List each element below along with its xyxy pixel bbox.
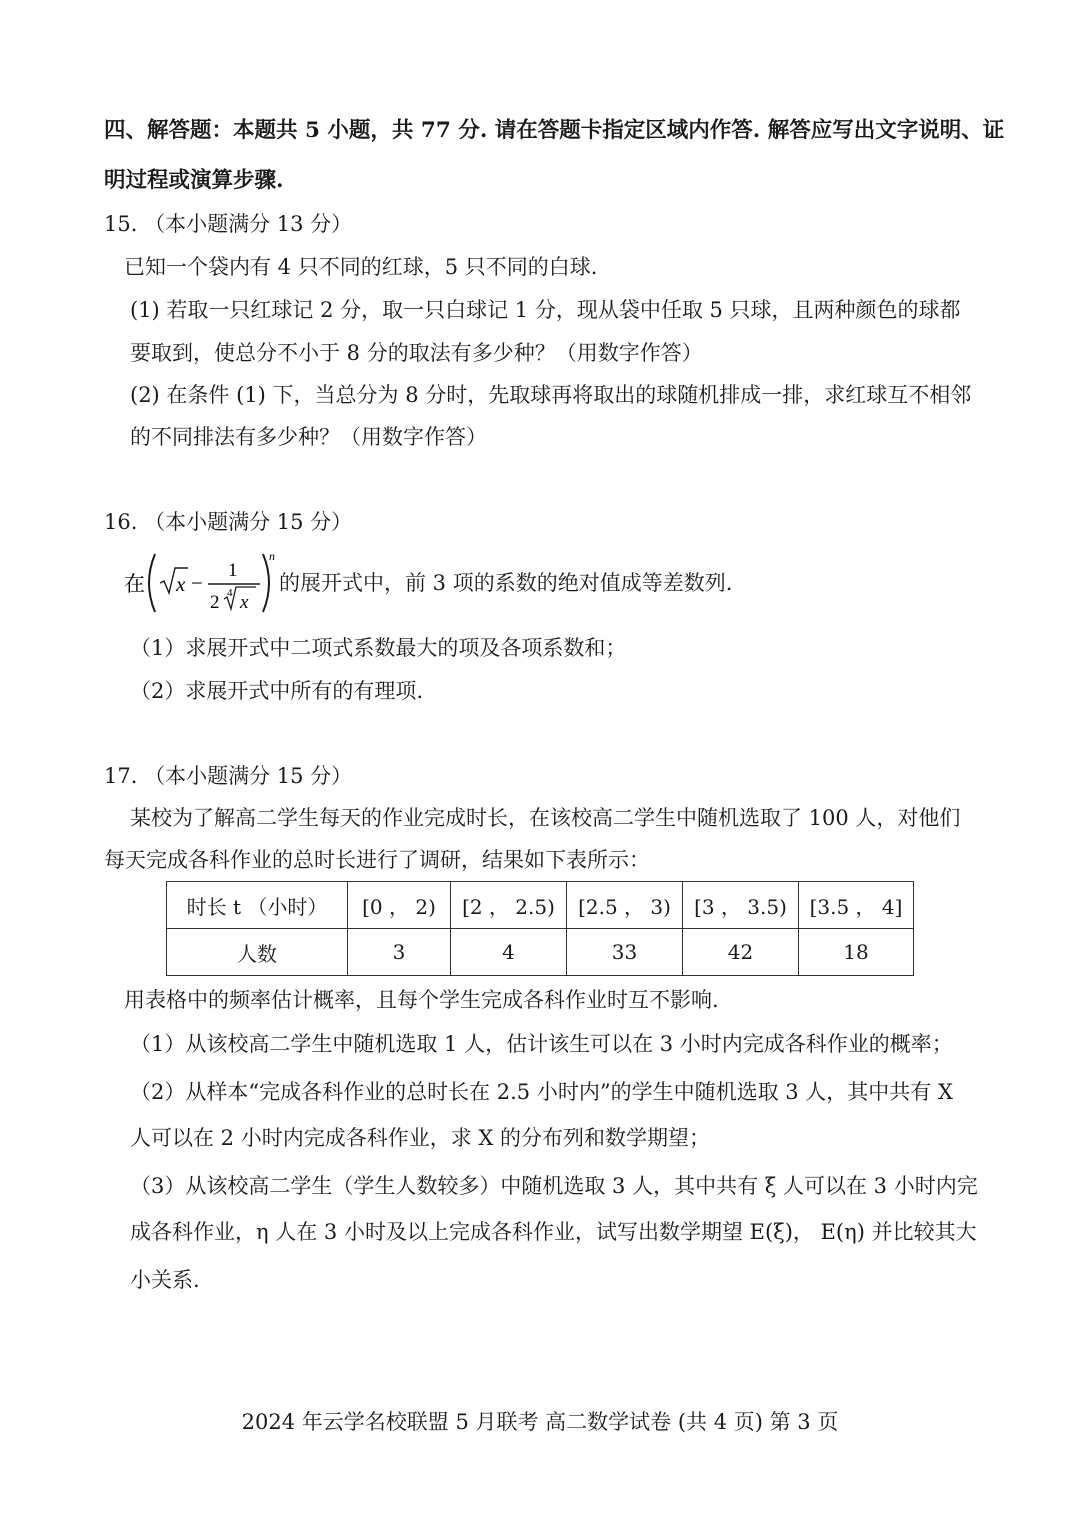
table-cell: [3.5 ， 4] (799, 882, 914, 929)
q15-part1-line1: (1) 若取一只红球记 2 分，取一只白球记 1 分，现从袋中任取 5 只球，且两种颜色的球都 (130, 298, 961, 322)
duration-table (166, 881, 914, 976)
table-row (167, 929, 914, 976)
q17-part3-line2: 成各科作业，η 人在 3 小时及以上完成各科作业，试写出数学期望 E(ξ)， E(η) 并比较其大 (130, 1220, 977, 1244)
table-cell: 4 (451, 929, 567, 976)
q15-part1-line2: 要取到，使总分不小于 8 分的取法有多少种？（用数字作答） (130, 341, 703, 365)
left-paren (149, 554, 155, 612)
table-cell: 42 (683, 929, 799, 976)
q17-part3-line3: 小关系. (130, 1268, 200, 1292)
q17-stem-line1: 某校为了解高二学生每天的作业完成时长，在该校高二学生中随机选取了 100 人，对他们 (130, 806, 961, 830)
q16-part2: （2）求展开式中所有的有理项. (130, 679, 424, 703)
q16-formula (124, 546, 784, 620)
table-cell: [0 ， 2) (348, 882, 451, 929)
q15-stem: 已知一个袋内有 4 只不同的红球，5 只不同的白球. (124, 255, 598, 279)
formula-x-2: x (240, 592, 249, 613)
table-cell: [2 ， 2.5) (451, 882, 567, 929)
formula-suffix: 的展开式中，前 3 项的系数的绝对值成等差数列. (279, 571, 733, 595)
page-footer: 2024 年云学名校联盟 5 月联考 高二数学试卷 (共 4 页) 第 3 页 (241, 1410, 839, 1434)
fraction-numerator: 1 (228, 560, 238, 581)
table-cell: [3 ， 3.5) (683, 882, 799, 929)
table-cell: 33 (567, 929, 683, 976)
q15-part2-line1: (2) 在条件 (1) 下，当总分为 8 分时，先取球再将取出的球随机排成一排，求红球互不相邻 (130, 383, 972, 407)
q17-part2-line1: （2）从样本“完成各科作业的总时长在 2.5 小时内”的学生中随机选取 3 人，其中共有 X (130, 1080, 953, 1104)
binomial-expression (124, 546, 284, 620)
formula-exponent: n (269, 549, 275, 563)
table-row (167, 882, 914, 929)
formula-x: x (176, 572, 186, 596)
formula-prefix: 在 (124, 572, 145, 596)
q17-part3-line1: （3）从该校高二学生（学生人数较多）中随机选取 3 人，其中共有 ξ 人可以在 3 小时内完 (130, 1174, 978, 1198)
table-cell: 时长 t （小时） (167, 882, 348, 929)
q16-part1: （1）求展开式中二项式系数最大的项及各项系数和； (130, 636, 627, 660)
minus-sign: − (191, 571, 203, 595)
table-cell: [2.5 ， 3) (567, 882, 683, 929)
q16-header: 16. （本小题满分 15 分） (104, 510, 353, 534)
q17-header: 17. （本小题满分 15 分） (104, 764, 353, 788)
section-heading-line2: 明过程或演算步骤. (104, 168, 284, 193)
table-cell: 3 (348, 929, 451, 976)
root-index: 4 (227, 587, 233, 599)
table-cell: 18 (799, 929, 914, 976)
q17-part2-line2: 人可以在 2 小时内完成各科作业，求 X 的分布列和数学期望； (130, 1126, 711, 1150)
q15-header: 15. （本小题满分 13 分） (104, 212, 353, 236)
section-heading-line1: 四、解答题：本题共 5 小题，共 77 分. 请在答题卡指定区域内作答. 解答应写出文字说明、证 (104, 118, 1005, 143)
q17-part1: （1）从该校高二学生中随机选取 1 人，估计该生可以在 3 小时内完成各科作业的概率； (130, 1032, 953, 1056)
q15-part2-line2: 的不同排法有多少种？（用数字作答） (130, 425, 487, 449)
q17-note: 用表格中的频率估计概率，且每个学生完成各科作业时互不影响. (124, 988, 719, 1012)
fraction-denominator-coef: 2 (210, 592, 220, 613)
table-cell: 人数 (167, 929, 348, 976)
q17-stem-line2: 每天完成各科作业的总时长进行了调研，结果如下表所示： (104, 848, 650, 872)
